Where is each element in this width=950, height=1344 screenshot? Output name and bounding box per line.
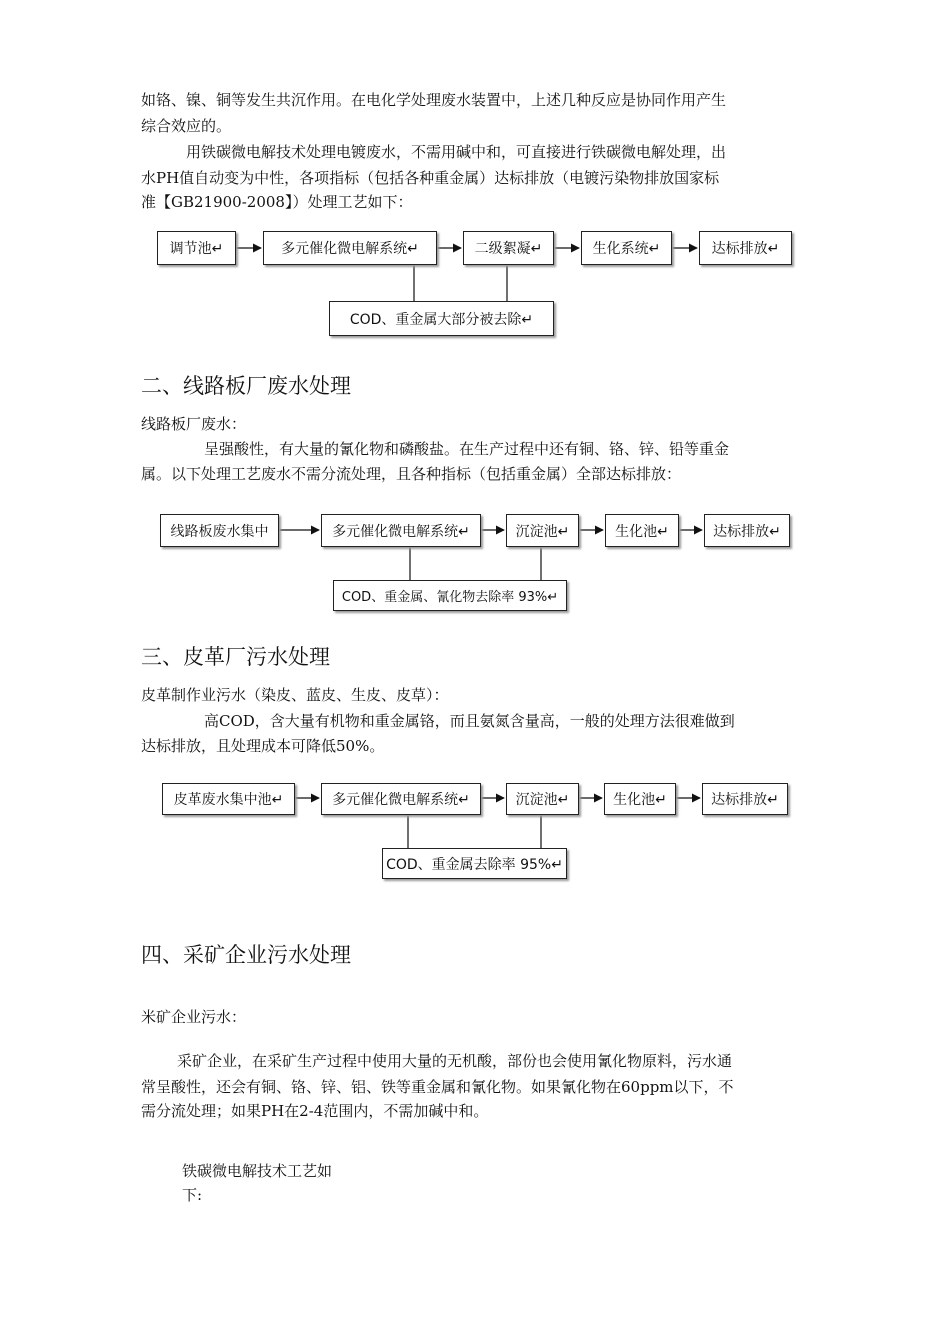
flow3-step-3: 沉淀池↵ bbox=[506, 783, 579, 815]
flow1-step-2: 多元催化微电解系统↵ bbox=[263, 231, 437, 265]
flow3-step-1: 皮革废水集中池↵ bbox=[162, 783, 295, 815]
flow1-step-1: 调节池↵ bbox=[157, 231, 236, 265]
section4-process-line-1: 铁碳微电解技术工艺如 bbox=[182, 1162, 333, 1180]
flow3-step-2: 多元催化微电解系统↵ bbox=[321, 783, 481, 815]
flow1-step-4: 生化系统↵ bbox=[581, 231, 672, 265]
intro-line-1: 如铬、镍、铜等发生共沉作用。在电化学处理废水装置中，上述几种反应是协同作用产生 bbox=[141, 91, 727, 109]
section2-para-line-1: 呈强酸性，有大量的氰化物和磷酸盐。在生产过程中还有铜、铬、锌、铅等重金 bbox=[204, 440, 730, 458]
section2-subheading: 线路板厂废水： bbox=[141, 415, 247, 433]
section4-para-line-3: 需分流处理；如果PH在2-4范围内，不需加碱中和。 bbox=[141, 1102, 489, 1120]
intro-line-2: 综合效应的。 bbox=[141, 117, 232, 135]
section4-process-line-2: 下: bbox=[182, 1186, 203, 1204]
flow2-note: COD、重金属、氰化物去除率 93%↵ bbox=[333, 580, 567, 611]
flow3-note: COD、重金属去除率 95%↵ bbox=[382, 848, 567, 879]
intro-line-5: 准【GB21900-2008】）处理工艺如下： bbox=[141, 193, 413, 211]
flow2-step-1: 线路板废水集中 bbox=[160, 514, 279, 547]
flow2-step-2: 多元催化微电解系统↵ bbox=[321, 514, 481, 547]
section4-subheading: 米矿企业污水： bbox=[141, 1008, 247, 1026]
section3-para-line-2: 达标排放，且处理成本可降低50%。 bbox=[141, 737, 385, 755]
flow1-step-5: 达标排放↵ bbox=[699, 231, 792, 265]
flow1-step-3: 二级絮凝↵ bbox=[463, 231, 554, 265]
flow2-step-5: 达标排放↵ bbox=[704, 514, 790, 547]
section2-para-line-2: 属。以下处理工艺废水不需分流处理，且各种指标（包括重金属）全部达标排放： bbox=[141, 465, 682, 483]
section3-heading: 三、皮革厂污水处理 bbox=[141, 645, 330, 669]
flow3-step-4: 生化池↵ bbox=[604, 783, 676, 815]
flow2-step-4: 生化池↵ bbox=[605, 514, 679, 547]
flow3-step-5: 达标排放↵ bbox=[702, 783, 788, 815]
section4-para-line-1: 采矿企业，在采矿生产过程中使用大量的无机酸，部份也会使用氰化物原料，污水通 bbox=[177, 1052, 733, 1070]
flow1-note: COD、重金属大部分被去除↵ bbox=[329, 301, 554, 336]
section3-subheading: 皮革制作业污水（染皮、蓝皮、生皮、皮草）： bbox=[141, 686, 449, 704]
section4-para-line-2: 常呈酸性，还会有铜、铬、锌、铝、铁等重金属和氰化物。如果氰化物在60ppm以下，不 bbox=[141, 1078, 734, 1096]
section4-heading: 四、采矿企业污水处理 bbox=[141, 943, 351, 967]
section2-heading: 二、线路板厂废水处理 bbox=[141, 374, 351, 398]
flow2-step-3: 沉淀池↵ bbox=[506, 514, 579, 547]
section3-para-line-1: 高COD，含大量有机物和重金属铬，而且氨氮含量高，一般的处理方法很难做到 bbox=[204, 712, 735, 730]
intro-line-4: 水PH值自动变为中性，各项指标（包括各种重金属）达标排放（电镀污染物排放国家标 bbox=[141, 169, 720, 187]
intro-line-3: 用铁碳微电解技术处理电镀废水，不需用碱中和，可直接进行铁碳微电解处理，出 bbox=[186, 143, 727, 161]
